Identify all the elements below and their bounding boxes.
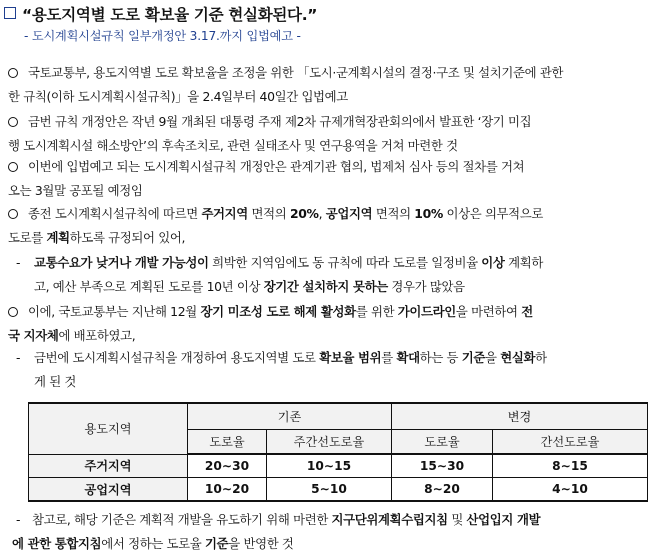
paragraph-line: 한 규칙(이하 도시계획시설규칙)」을 2.4일부터 40일간 입법예고 bbox=[8, 89, 348, 104]
road-ratio-table bbox=[28, 402, 648, 502]
table-group-after: 변경 bbox=[392, 403, 648, 430]
paragraph-line bbox=[28, 202, 543, 226]
paragraph bbox=[8, 61, 648, 109]
emphasis-text: 20% bbox=[289, 206, 319, 221]
circle-bullet-icon bbox=[8, 300, 26, 325]
square-bullet-icon bbox=[4, 7, 16, 19]
body-text: 금번에 도시계획시설규칙을 개정하여 용도지역별 bbox=[34, 350, 289, 365]
table-cell: 15∼30 bbox=[392, 454, 493, 478]
paragraph bbox=[8, 346, 648, 394]
circle-bullet-icon bbox=[8, 110, 26, 135]
body-text: 희박한 지역임에도 동 규칙에 따라 도로를 일정비율 bbox=[208, 255, 482, 270]
body-text: 을 반영한 것 bbox=[228, 536, 294, 551]
emphasis-text: 가이드라인 bbox=[397, 304, 456, 319]
emphasis-text: 이상 bbox=[481, 255, 505, 270]
paragraph-line: 금번 규칙 개정안은 작년 9월 개최된 대통령 주재 제2차 규제개혁장관회의에서 발표한 ‘장기 미집 bbox=[28, 114, 532, 129]
table-subheader: 간선도로율 bbox=[493, 430, 648, 455]
emphasis-text: 계획 bbox=[46, 230, 70, 245]
row-header: 공업지역 bbox=[29, 478, 188, 502]
body-text: 를 위한 bbox=[355, 304, 398, 319]
emphasis-text: 현실화 bbox=[500, 350, 536, 365]
emphasis-text: 주거지역 bbox=[201, 206, 248, 221]
footnote-line bbox=[12, 532, 294, 556]
paragraph-line bbox=[34, 251, 543, 275]
paragraph-line: 오는 3월말 공포될 예정임 bbox=[8, 183, 143, 198]
paragraph-line bbox=[28, 300, 533, 324]
emphasis-text: 산업입지 개발 bbox=[466, 512, 541, 527]
paragraph-line bbox=[34, 370, 76, 394]
emphasis-text: 장기간 설치하지 못하는 bbox=[263, 279, 388, 294]
body-text: , bbox=[318, 206, 326, 221]
dash-bullet-icon: - bbox=[16, 512, 21, 527]
body-text: 도로 bbox=[288, 350, 320, 365]
body-text: 에 배포하였고, bbox=[58, 328, 136, 343]
table-subheader: 주간선도로율 bbox=[267, 430, 392, 455]
paragraph bbox=[8, 110, 648, 158]
footnote-paragraph bbox=[8, 508, 648, 556]
table-cell: 8∼15 bbox=[493, 454, 648, 478]
body-text: 참고로, 해당 기준은 계획적 개발을 유도하기 위해 마련한 bbox=[32, 512, 332, 527]
emphasis-text: 전 bbox=[521, 304, 533, 319]
body-text: 이에, 국토교통부는 지난해 12월 bbox=[28, 304, 201, 319]
emphasis-text: 확보율 범위 bbox=[319, 350, 382, 365]
table-cell: 8∼20 bbox=[392, 478, 493, 502]
body-text: 면적의 bbox=[372, 206, 415, 221]
body-text: 경우가 많았음 bbox=[387, 279, 465, 294]
body-text: 에서 정하는 도로율 bbox=[101, 536, 205, 551]
emphasis-text: 교통수요가 낮거나 개발 가능성이 bbox=[34, 255, 209, 270]
paragraph-line bbox=[8, 324, 135, 348]
title-row bbox=[4, 3, 644, 25]
body-text: 도로를 bbox=[8, 230, 47, 245]
paragraph-line bbox=[34, 275, 465, 299]
table-cell: 4∼10 bbox=[493, 478, 648, 502]
emphasis-text: 공업지역 bbox=[325, 206, 373, 221]
document-title: “용도지역별 도로 확보율 기준 현실화된다.” bbox=[22, 6, 318, 24]
table-cell: 20∼30 bbox=[188, 454, 267, 478]
emphasis-text: 기준 bbox=[205, 536, 229, 551]
body-text: 을 bbox=[485, 350, 501, 365]
paragraph bbox=[8, 300, 648, 348]
body-text: 게 된 것 bbox=[34, 374, 77, 389]
table-row bbox=[29, 454, 648, 478]
document-subtitle: - 도시계획시설규칙 일부개정안 3.17.까지 입법예고 - bbox=[24, 29, 301, 43]
emphasis-text: 10% bbox=[414, 206, 443, 221]
body-text: 이상은 의무적으로 bbox=[442, 206, 544, 221]
table-row bbox=[29, 478, 648, 502]
paragraph-line: 행 도시계획시설 해소방안’의 후속조치로, 관련 실태조사 및 연구용역을 거쳐 마련한 것 bbox=[8, 138, 458, 153]
emphasis-text: 확대 bbox=[396, 350, 420, 365]
circle-bullet-icon bbox=[8, 155, 26, 180]
paragraph bbox=[8, 251, 648, 299]
table-cell: 10∼15 bbox=[267, 454, 392, 478]
dash-bullet-icon: - bbox=[16, 255, 21, 270]
emphasis-text: 장기 미조성 도로 해제 활성화 bbox=[200, 304, 356, 319]
circle-bullet-icon bbox=[8, 61, 26, 86]
body-text: 하는 등 bbox=[419, 350, 462, 365]
paragraph-line bbox=[34, 346, 547, 370]
emphasis-text: 국 지자체 bbox=[8, 328, 59, 343]
paragraph-line bbox=[8, 226, 185, 250]
table-corner-header: 용도지역 bbox=[29, 403, 188, 454]
body-text: 고, 예산 부족으로 계획된 도로를 10년 이상 bbox=[34, 279, 264, 294]
body-text: 를 bbox=[381, 350, 397, 365]
table-subheader: 도로율 bbox=[392, 430, 493, 455]
table-cell: 5∼10 bbox=[267, 478, 392, 502]
body-text: 면적의 bbox=[247, 206, 290, 221]
body-text: 종전 도시계획시설규칙에 따르면 bbox=[28, 206, 202, 221]
table-group-before: 기존 bbox=[188, 403, 392, 430]
emphasis-text: 지구단위계획수립지침 bbox=[331, 512, 448, 527]
emphasis-text: 에 관한 통합지침 bbox=[12, 536, 102, 551]
paragraph bbox=[8, 202, 648, 250]
circle-bullet-icon bbox=[8, 202, 26, 227]
paragraph-line: 이번에 입법예고 되는 도시계획시설규칙 개정안은 관계기관 협의, 법제처 심사 등의 절차를 거쳐 bbox=[28, 159, 525, 174]
body-text: 및 bbox=[447, 512, 467, 527]
body-text: 하 bbox=[535, 350, 547, 365]
paragraph bbox=[8, 155, 648, 203]
row-header: 주거지역 bbox=[29, 454, 188, 478]
footnote-line bbox=[32, 508, 540, 532]
table-subheader: 도로율 bbox=[188, 430, 267, 455]
paragraph-line: 국토교통부, 용도지역별 도로 확보율을 조정을 위한 「도시·군계획시설의 결정·구조 및 설치기준에 관한 bbox=[28, 65, 564, 80]
body-text: 계획하 bbox=[504, 255, 543, 270]
emphasis-text: 기준 bbox=[461, 350, 486, 365]
dash-bullet-icon: - bbox=[16, 350, 21, 365]
body-text: 하도록 규정되어 있어, bbox=[69, 230, 186, 245]
body-text: 을 마련하여 bbox=[455, 304, 522, 319]
table-cell: 10∼20 bbox=[188, 478, 267, 502]
